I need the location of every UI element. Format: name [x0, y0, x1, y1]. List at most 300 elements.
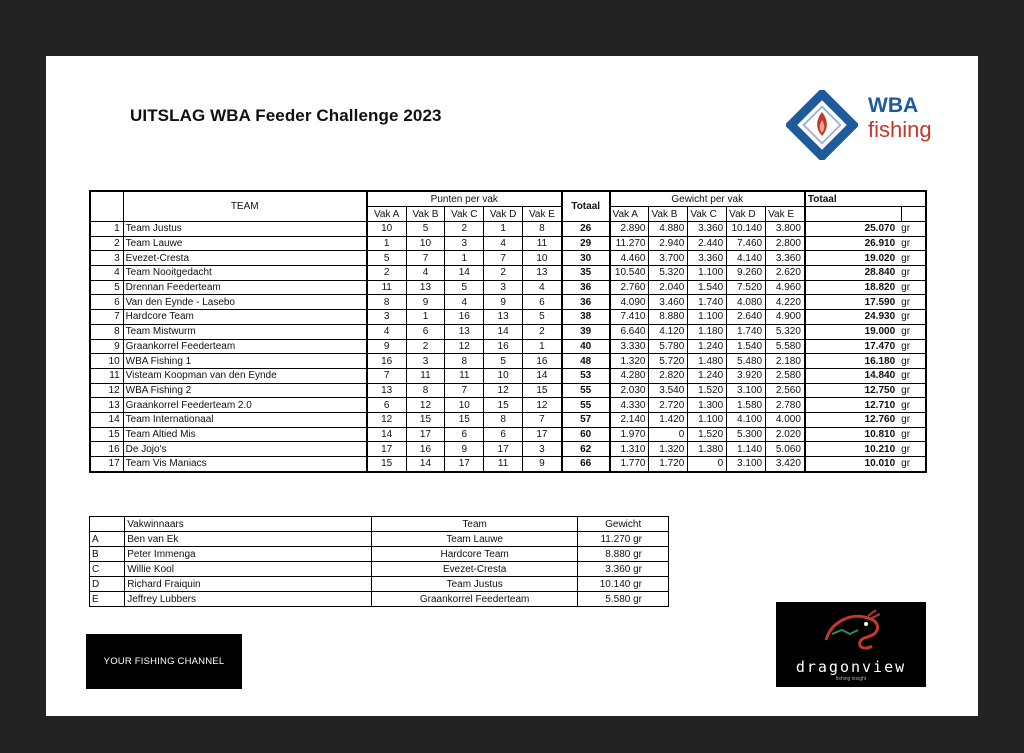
points-total-cell: 55: [562, 398, 610, 413]
vak-letter-cell: E: [90, 592, 125, 607]
weight-total-cell: 10.010: [805, 457, 901, 472]
weight-cell: 1.970: [610, 427, 649, 442]
weight-cell: 1.540: [688, 280, 727, 295]
weight-cell: 5.320: [766, 324, 805, 339]
weight-cell: 1.320: [649, 442, 688, 457]
winner-name-cell: Peter Immenga: [125, 547, 372, 562]
weight-total-cell: 28.840: [805, 266, 901, 281]
weight-total-cell: 25.070: [805, 222, 901, 237]
points-cell: 5: [367, 251, 406, 266]
points-cell: 12: [406, 398, 445, 413]
points-cell: 1: [484, 222, 523, 237]
points-total-cell: 62: [562, 442, 610, 457]
points-cell: 16: [523, 354, 562, 369]
winner-weight-cell: 3.360 gr: [578, 562, 669, 577]
rank-cell: 6: [90, 295, 123, 310]
points-total-cell: 48: [562, 354, 610, 369]
weight-cell: 5.300: [727, 427, 766, 442]
points-cell: 1: [367, 236, 406, 251]
points-cell: 1: [406, 310, 445, 325]
weight-cell: 11.270: [610, 236, 649, 251]
points-cell: 15: [367, 457, 406, 472]
rank-cell: 3: [90, 251, 123, 266]
points-cell: 15: [406, 412, 445, 427]
points-cell: 3: [484, 280, 523, 295]
weight-cell: 2.040: [649, 280, 688, 295]
weight-cell: 4.120: [649, 324, 688, 339]
rank-cell: 15: [90, 427, 123, 442]
winner-name-cell: Richard Fraiquin: [125, 577, 372, 592]
points-header: Punten per vak: [367, 191, 562, 207]
team-name-cell: Graankorrel Feederteam 2.0: [123, 398, 367, 413]
weight-cell: 0: [688, 457, 727, 472]
unit-cell: gr: [901, 354, 926, 369]
weight-cell: 0: [649, 427, 688, 442]
weight-cell: 3.800: [766, 222, 805, 237]
weight-vak-header: Vak D: [727, 207, 766, 222]
weight-cell: 4.900: [766, 310, 805, 325]
team-name-cell: Graankorrel Feederteam: [123, 339, 367, 354]
weight-cell: 2.440: [688, 236, 727, 251]
table-row: [90, 427, 926, 442]
your-fishing-channel-logo: YOUR FISHING CHANNEL: [86, 634, 242, 689]
points-cell: 11: [484, 457, 523, 472]
weight-cell: 4.000: [766, 412, 805, 427]
weight-cell: 3.100: [727, 383, 766, 398]
points-cell: 8: [484, 412, 523, 427]
winner-weight-cell: 10.140 gr: [578, 577, 669, 592]
weight-cell: 1.100: [688, 412, 727, 427]
points-cell: 13: [445, 324, 484, 339]
points-vak-header: Vak A: [367, 207, 406, 222]
points-cell: 12: [484, 383, 523, 398]
team-name-cell: De Jojo's: [123, 442, 367, 457]
winner-team-cell: Graankorrel Feederteam: [371, 592, 577, 607]
weight-cell: 1.770: [610, 457, 649, 472]
unit-cell: gr: [901, 442, 926, 457]
weight-total-cell: 16.180: [805, 354, 901, 369]
team-name-cell: Hardcore Team: [123, 310, 367, 325]
unit-cell: gr: [901, 383, 926, 398]
weight-total-cell: 17.590: [805, 295, 901, 310]
weight-vak-header: Vak B: [649, 207, 688, 222]
dragonview-wordmark: dragonview: [795, 658, 907, 676]
weight-total-header: Totaal: [805, 191, 926, 207]
points-cell: 3: [445, 236, 484, 251]
table-row: [90, 266, 926, 281]
points-cell: 17: [367, 442, 406, 457]
unit-cell: gr: [901, 266, 926, 281]
vak-letter-cell: A: [90, 532, 125, 547]
points-cell: 17: [484, 442, 523, 457]
weight-cell: 3.360: [688, 251, 727, 266]
points-cell: 5: [523, 310, 562, 325]
points-cell: 7: [367, 368, 406, 383]
weight-cell: 2.030: [610, 383, 649, 398]
weight-cell: 2.800: [766, 236, 805, 251]
winner-name-cell: Ben van Ek: [125, 532, 372, 547]
weight-cell: 3.460: [649, 295, 688, 310]
weight-cell: 6.640: [610, 324, 649, 339]
weight-cell: 3.920: [727, 368, 766, 383]
points-cell: 11: [523, 236, 562, 251]
table-row: [90, 412, 926, 427]
team-name-cell: Visteam Koopman van den Eynde: [123, 368, 367, 383]
points-cell: 11: [445, 368, 484, 383]
table-row: [90, 310, 926, 325]
weight-cell: 5.780: [649, 339, 688, 354]
weight-cell: 1.240: [688, 368, 727, 383]
weight-cell: 1.580: [727, 398, 766, 413]
team-column-header: TEAM: [123, 191, 367, 222]
points-cell: 17: [523, 427, 562, 442]
weight-vak-header: Vak E: [766, 207, 805, 222]
weight-total-cell: 10.210: [805, 442, 901, 457]
table-row: [90, 577, 669, 592]
weight-cell: 3.360: [688, 222, 727, 237]
winner-team-cell: Team Lauwe: [371, 532, 577, 547]
rank-cell: 14: [90, 412, 123, 427]
table-row: [90, 532, 669, 547]
weight-cell: 2.890: [610, 222, 649, 237]
rank-cell: 7: [90, 310, 123, 325]
points-total-cell: 53: [562, 368, 610, 383]
dragonview-logo: [776, 602, 926, 687]
weight-cell: 3.330: [610, 339, 649, 354]
unit-cell: gr: [901, 222, 926, 237]
points-total-cell: 60: [562, 427, 610, 442]
points-cell: 9: [445, 442, 484, 457]
table-row: [90, 222, 926, 237]
team-name-cell: WBA Fishing 2: [123, 383, 367, 398]
table-row: [90, 383, 926, 398]
weight-cell: 2.580: [766, 368, 805, 383]
weight-cell: 1.100: [688, 266, 727, 281]
points-cell: 2: [484, 266, 523, 281]
points-vak-header: Vak D: [484, 207, 523, 222]
points-cell: 16: [367, 354, 406, 369]
table-row: [90, 280, 926, 295]
points-total-cell: 55: [562, 383, 610, 398]
winner-weight-cell: 11.270 gr: [578, 532, 669, 547]
table-row: [90, 339, 926, 354]
points-cell: 5: [445, 280, 484, 295]
weight-total-cell: 19.020: [805, 251, 901, 266]
points-cell: 4: [484, 236, 523, 251]
points-cell: 14: [484, 324, 523, 339]
weight-cell: 1.140: [727, 442, 766, 457]
rank-cell: 5: [90, 280, 123, 295]
points-cell: 12: [367, 412, 406, 427]
points-vak-header: Vak B: [406, 207, 445, 222]
table-row: [90, 592, 669, 607]
team-name-cell: Team Lauwe: [123, 236, 367, 251]
points-cell: 5: [484, 354, 523, 369]
rank-cell: 11: [90, 368, 123, 383]
table-row: [90, 398, 926, 413]
winner-weight-cell: 5.580 gr: [578, 592, 669, 607]
points-cell: 13: [523, 266, 562, 281]
points-total-cell: 30: [562, 251, 610, 266]
points-cell: 17: [445, 457, 484, 472]
points-cell: 13: [406, 280, 445, 295]
rank-cell: 1: [90, 222, 123, 237]
points-cell: 6: [484, 427, 523, 442]
weight-cell: 1.740: [688, 295, 727, 310]
weight-total-cell: 14.840: [805, 368, 901, 383]
weight-cell: 1.420: [649, 412, 688, 427]
weight-cell: 10.540: [610, 266, 649, 281]
rank-cell: 8: [90, 324, 123, 339]
points-total-cell: 35: [562, 266, 610, 281]
weight-total-cell: 12.710: [805, 398, 901, 413]
team-name-cell: Drennan Feederteam: [123, 280, 367, 295]
points-total-cell: 36: [562, 280, 610, 295]
points-total-cell: 29: [562, 236, 610, 251]
unit-cell: gr: [901, 368, 926, 383]
winner-name-cell: Willie Kool: [125, 562, 372, 577]
vak-letter-cell: C: [90, 562, 125, 577]
points-cell: 16: [445, 310, 484, 325]
weight-cell: 4.460: [610, 251, 649, 266]
rank-cell: 16: [90, 442, 123, 457]
points-cell: 9: [367, 339, 406, 354]
points-cell: 16: [406, 442, 445, 457]
weight-cell: 4.960: [766, 280, 805, 295]
points-cell: 14: [523, 368, 562, 383]
points-cell: 14: [367, 427, 406, 442]
points-cell: 7: [484, 251, 523, 266]
weight-cell: 2.940: [649, 236, 688, 251]
team-name-cell: Team Justus: [123, 222, 367, 237]
rank-cell: 9: [90, 339, 123, 354]
points-cell: 9: [406, 295, 445, 310]
weight-cell: 4.090: [610, 295, 649, 310]
unit-cell: gr: [901, 398, 926, 413]
points-total-cell: 36: [562, 295, 610, 310]
points-total-cell: 39: [562, 324, 610, 339]
weight-cell: 2.140: [610, 412, 649, 427]
results-table: [89, 190, 927, 473]
points-cell: 12: [445, 339, 484, 354]
weight-cell: 2.020: [766, 427, 805, 442]
rank-cell: 12: [90, 383, 123, 398]
weight-cell: 1.100: [688, 310, 727, 325]
points-cell: 2: [445, 222, 484, 237]
weight-cell: 2.640: [727, 310, 766, 325]
table-row: [90, 442, 926, 457]
page-title: UITSLAG WBA Feeder Challenge 2023: [130, 106, 442, 125]
points-cell: 12: [523, 398, 562, 413]
team-name-cell: Team Nooitgedacht: [123, 266, 367, 281]
points-total-cell: 26: [562, 222, 610, 237]
weight-cell: 5.060: [766, 442, 805, 457]
weight-header: Gewicht per vak: [610, 191, 805, 207]
results-sheet: [46, 56, 978, 716]
rank-cell: 10: [90, 354, 123, 369]
weight-cell: 1.520: [688, 383, 727, 398]
table-row: [90, 251, 926, 266]
wba-diamond-icon: [786, 90, 858, 160]
weight-cell: 8.880: [649, 310, 688, 325]
vak-letter-cell: B: [90, 547, 125, 562]
weight-cell: 4.330: [610, 398, 649, 413]
points-cell: 8: [406, 383, 445, 398]
weight-vak-header: Vak C: [688, 207, 727, 222]
rank-cell: 17: [90, 457, 123, 472]
team-name-cell: Evezet-Cresta: [123, 251, 367, 266]
winner-team-cell: Evezet-Cresta: [371, 562, 577, 577]
weight-cell: 2.720: [649, 398, 688, 413]
points-cell: 15: [484, 398, 523, 413]
unit-cell: gr: [901, 280, 926, 295]
weight-cell: 4.100: [727, 412, 766, 427]
weight-cell: 5.320: [649, 266, 688, 281]
points-cell: 10: [406, 236, 445, 251]
points-total-cell: 40: [562, 339, 610, 354]
points-cell: 6: [445, 427, 484, 442]
weight-total-cell: 24.930: [805, 310, 901, 325]
weight-cell: 5.580: [766, 339, 805, 354]
team-name-cell: Team Internationaal: [123, 412, 367, 427]
weight-cell: 4.280: [610, 368, 649, 383]
unit-cell: gr: [901, 295, 926, 310]
winner-team-cell: Hardcore Team: [371, 547, 577, 562]
table-row: [90, 236, 926, 251]
weight-cell: 1.480: [688, 354, 727, 369]
weight-cell: 7.460: [727, 236, 766, 251]
points-cell: 6: [367, 398, 406, 413]
weight-cell: 1.740: [727, 324, 766, 339]
logo-wordmark-top: WBA: [868, 94, 919, 117]
points-cell: 9: [523, 457, 562, 472]
winners-header-team: Team: [371, 517, 577, 532]
weight-cell: 9.260: [727, 266, 766, 281]
unit-cell: gr: [901, 339, 926, 354]
points-cell: 10: [523, 251, 562, 266]
weight-cell: 3.700: [649, 251, 688, 266]
weight-cell: 4.880: [649, 222, 688, 237]
wba-fishing-logo: [786, 90, 936, 160]
weight-cell: 7.410: [610, 310, 649, 325]
weight-cell: 1.520: [688, 427, 727, 442]
winner-name-cell: Jeffrey Lubbers: [125, 592, 372, 607]
points-cell: 15: [523, 383, 562, 398]
team-name-cell: Team Altied Mis: [123, 427, 367, 442]
unit-cell: gr: [901, 324, 926, 339]
points-cell: 1: [445, 251, 484, 266]
points-cell: 17: [406, 427, 445, 442]
weight-total-cell: 17.470: [805, 339, 901, 354]
table-row: [90, 547, 669, 562]
weight-cell: 1.320: [610, 354, 649, 369]
points-cell: 3: [406, 354, 445, 369]
weight-cell: 2.760: [610, 280, 649, 295]
weight-cell: 4.140: [727, 251, 766, 266]
points-cell: 13: [484, 310, 523, 325]
weight-cell: 5.720: [649, 354, 688, 369]
weight-cell: 2.780: [766, 398, 805, 413]
dragon-icon: [776, 602, 926, 658]
points-cell: 10: [484, 368, 523, 383]
points-cell: 7: [406, 251, 445, 266]
table-row: [90, 562, 669, 577]
team-name-cell: Team Vis Maniacs: [123, 457, 367, 472]
unit-cell: gr: [901, 427, 926, 442]
winner-team-cell: Team Justus: [371, 577, 577, 592]
table-row: [90, 295, 926, 310]
points-cell: 2: [523, 324, 562, 339]
vak-winners-table: [89, 516, 669, 607]
points-total-header: Totaal: [562, 191, 610, 222]
rank-cell: 2: [90, 236, 123, 251]
points-cell: 1: [523, 339, 562, 354]
table-row: [90, 354, 926, 369]
weight-cell: 3.540: [649, 383, 688, 398]
team-name-cell: Van den Eynde - Lasebo: [123, 295, 367, 310]
weight-cell: 1.720: [649, 457, 688, 472]
team-name-cell: Team Mistwurm: [123, 324, 367, 339]
points-cell: 4: [406, 266, 445, 281]
unit-cell: gr: [901, 251, 926, 266]
weight-cell: 2.180: [766, 354, 805, 369]
dragonview-tagline: fishing insight: [835, 676, 867, 682]
points-cell: 6: [406, 324, 445, 339]
points-cell: 10: [445, 398, 484, 413]
weight-cell: 1.240: [688, 339, 727, 354]
points-cell: 4: [523, 280, 562, 295]
weight-cell: 2.820: [649, 368, 688, 383]
points-cell: 7: [445, 383, 484, 398]
points-cell: 2: [406, 339, 445, 354]
weight-cell: 3.100: [727, 457, 766, 472]
points-cell: 6: [523, 295, 562, 310]
weight-total-cell: 12.760: [805, 412, 901, 427]
weight-total-cell: 10.810: [805, 427, 901, 442]
points-vak-header: Vak E: [523, 207, 562, 222]
weight-total-cell: 18.820: [805, 280, 901, 295]
winners-header-name: Vakwinnaars: [125, 517, 372, 532]
weight-cell: 1.540: [727, 339, 766, 354]
weight-cell: 7.520: [727, 280, 766, 295]
points-cell: 4: [367, 324, 406, 339]
weight-cell: 2.620: [766, 266, 805, 281]
points-cell: 4: [445, 295, 484, 310]
weight-cell: 3.360: [766, 251, 805, 266]
points-total-cell: 66: [562, 457, 610, 472]
weight-cell: 4.220: [766, 295, 805, 310]
weight-total-subheader: [805, 207, 901, 222]
weight-cell: 1.310: [610, 442, 649, 457]
weight-total-cell: 19.000: [805, 324, 901, 339]
weight-vak-header: Vak A: [610, 207, 649, 222]
unit-cell: gr: [901, 457, 926, 472]
weight-cell: 10.140: [727, 222, 766, 237]
points-cell: 7: [523, 412, 562, 427]
winner-weight-cell: 8.880 gr: [578, 547, 669, 562]
unit-cell: gr: [901, 412, 926, 427]
vak-letter-cell: D: [90, 577, 125, 592]
points-cell: 5: [406, 222, 445, 237]
points-cell: 11: [406, 368, 445, 383]
weight-cell: 3.420: [766, 457, 805, 472]
points-cell: 10: [367, 222, 406, 237]
weight-cell: 2.560: [766, 383, 805, 398]
weight-total-cell: 12.750: [805, 383, 901, 398]
weight-cell: 4.080: [727, 295, 766, 310]
points-total-cell: 57: [562, 412, 610, 427]
points-cell: 2: [367, 266, 406, 281]
